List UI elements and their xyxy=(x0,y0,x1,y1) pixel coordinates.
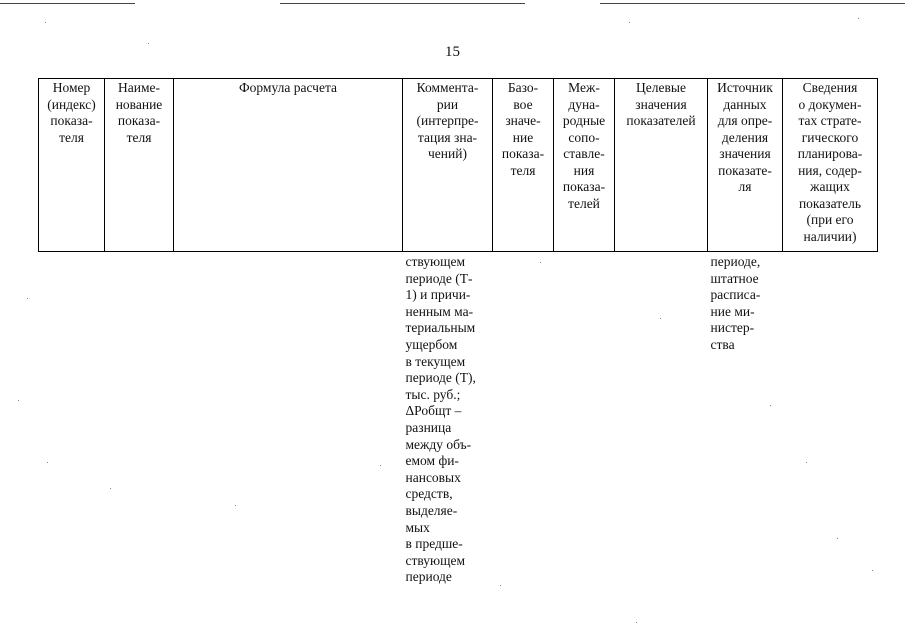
comment-text-line: 1) и причи- xyxy=(405,287,471,303)
header-text-line: дуна- xyxy=(568,96,600,112)
comment-text-line: между объ- xyxy=(405,436,472,452)
speckle xyxy=(148,43,149,44)
comment-text-line: ущербом xyxy=(405,336,458,352)
header-text-line: ставле- xyxy=(563,146,605,161)
top-rule-left xyxy=(0,3,135,4)
speckle xyxy=(110,488,111,489)
header-text-line: теля xyxy=(510,162,536,178)
header-text-line: значения xyxy=(719,146,771,161)
header-international-comparison xyxy=(554,79,615,252)
header-text-line: показа- xyxy=(501,146,545,161)
speckle xyxy=(872,570,873,571)
comment-text-line: нансовых xyxy=(405,469,461,485)
comment-text-line: в предше- xyxy=(405,536,463,552)
comment-text-line: выделяе- xyxy=(405,502,458,518)
header-text-line: показателей xyxy=(626,113,696,128)
header-indicator-name xyxy=(105,79,174,252)
header-text-line: показате- xyxy=(718,162,772,178)
speckle xyxy=(629,22,630,23)
header-text-line: показа- xyxy=(117,113,161,128)
header-text-line: (индекс) xyxy=(47,96,96,112)
header-text-line: Коммента- xyxy=(416,80,479,95)
comment-text-line: периоде xyxy=(405,569,452,585)
speckle xyxy=(770,405,771,406)
header-text-line: нование xyxy=(115,96,163,112)
speckle xyxy=(235,505,236,506)
source-text-line: периоде, xyxy=(710,254,761,269)
speckle xyxy=(380,465,381,466)
source-text-line: ства xyxy=(710,336,735,352)
speckle xyxy=(806,462,807,463)
header-text-line: ния xyxy=(573,162,595,178)
header-formula xyxy=(174,79,403,252)
indicator-table xyxy=(38,78,878,588)
cell-name xyxy=(105,252,174,588)
speckle xyxy=(45,22,46,23)
header-text-line: ля xyxy=(738,179,752,194)
header-text-line: чений) xyxy=(428,146,467,161)
header-text-line: Формула расчета xyxy=(238,80,338,95)
source-text-line: расписа- xyxy=(710,287,761,303)
cell-base-value xyxy=(493,252,554,588)
page-number: 15 xyxy=(445,44,460,60)
comment-text-line: тыс. руб.; xyxy=(405,386,461,402)
top-rule-right xyxy=(600,3,905,4)
header-text-line: Наиме- xyxy=(118,80,160,95)
comment-text-line: в текущем xyxy=(405,353,466,369)
header-text-line: наличии) xyxy=(803,228,857,244)
header-text-line: показатель xyxy=(798,195,862,211)
speckle xyxy=(47,462,48,463)
header-text-line: ние xyxy=(512,129,534,145)
cell-source xyxy=(708,252,783,588)
header-text-line: Базо- xyxy=(507,80,539,95)
header-comments xyxy=(403,79,493,252)
comment-text-line: ненным ма- xyxy=(405,303,474,319)
header-text-line: Номер xyxy=(52,80,91,95)
comment-text-line: ствующем xyxy=(405,552,466,568)
comment-text-line: периоде (Т), xyxy=(405,370,476,386)
speckle xyxy=(837,538,838,539)
header-text-line: рии xyxy=(436,96,459,112)
header-text-line: сопо- xyxy=(568,129,600,145)
cell-documents xyxy=(783,252,878,588)
cell-formula xyxy=(174,252,403,588)
header-text-line: планирова- xyxy=(797,146,863,161)
header-text-line: (интерпре- xyxy=(416,113,479,128)
header-text-line: родные xyxy=(562,113,606,128)
cell-comments xyxy=(403,252,493,588)
speckle xyxy=(540,262,541,263)
cell-international xyxy=(554,252,615,588)
header-text-line: Сведения xyxy=(802,80,858,95)
header-text-line: показа- xyxy=(50,113,93,128)
header-text-line: телей xyxy=(568,195,600,211)
comment-text-line: средств, xyxy=(405,486,453,502)
source-text-line: ние ми- xyxy=(710,303,755,319)
header-strategic-documents xyxy=(783,79,878,252)
comment-text-line: разница xyxy=(405,419,452,435)
header-text-line: деления xyxy=(721,129,769,145)
header-text-line: показа- xyxy=(562,179,606,194)
comment-text-line: мых xyxy=(405,519,430,535)
top-rule-middle xyxy=(280,3,525,4)
header-text-line: о докумен- xyxy=(798,96,862,112)
speckle xyxy=(500,585,501,586)
speckle xyxy=(858,18,859,19)
speckle xyxy=(660,318,661,319)
header-text-line: теля xyxy=(126,129,152,145)
header-text-line: Меж- xyxy=(568,80,600,95)
header-text-line: вое xyxy=(513,96,533,112)
header-text-line: гического xyxy=(801,129,859,145)
cell-number xyxy=(39,252,105,588)
header-row xyxy=(39,79,878,252)
comment-text-line: териальным xyxy=(405,320,476,336)
header-text-line: тация зна- xyxy=(417,129,478,145)
speckle xyxy=(27,298,28,299)
speckle xyxy=(18,400,19,401)
header-indicator-number xyxy=(39,79,105,252)
header-text-line: для опре- xyxy=(717,113,773,128)
source-text-line: нистер- xyxy=(710,320,755,336)
speckle xyxy=(636,622,637,623)
header-text-line: жащих xyxy=(810,179,850,194)
comment-text-line: ΔРобщт – xyxy=(405,403,462,419)
header-data-source xyxy=(708,79,783,252)
comment-text-line: емом фи- xyxy=(405,453,459,469)
source-text-line: штатное xyxy=(710,270,759,286)
header-text-line: данных xyxy=(723,96,767,112)
header-text-line: значе- xyxy=(505,113,541,128)
header-text-line: тах страте- xyxy=(798,113,862,128)
comment-text-line: периоде (Т- xyxy=(405,270,473,286)
header-text-line: значения xyxy=(635,96,687,112)
header-text-line: (при его xyxy=(806,212,854,227)
comment-text-line: ствующем xyxy=(405,254,466,269)
header-text-line: Целевые xyxy=(636,80,686,95)
header-text-line: ния, содер- xyxy=(798,162,862,178)
header-base-value xyxy=(493,79,554,252)
header-text-line: теля xyxy=(59,129,84,145)
continuation-row xyxy=(39,252,878,588)
header-text-line: Источник xyxy=(717,80,773,95)
header-target-values xyxy=(615,79,708,252)
cell-target xyxy=(615,252,708,588)
